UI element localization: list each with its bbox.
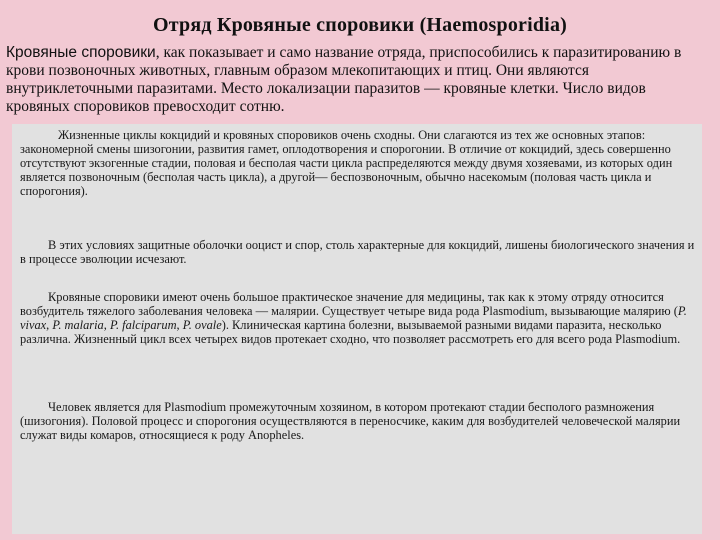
intro-lead-term: Кровяные споровики: [6, 44, 156, 61]
paragraph-protective-shells: [20, 238, 702, 266]
paragraph-text: ). Клиническая картина болезни, вызываемой разными видами паразита, несколько различна. Жизненный цикл всех четырех видов протекает сходно, что позволяет рассмотреть его для всего рода Plasmodium.: [20, 318, 681, 346]
paragraph-life-cycles: [20, 128, 702, 198]
paragraph-text: Человек является для Plasmodium промежуточным хозяином, в котором протекают стадии бесполого размножения (шизогония). Половой процесс и спорогония осуществляются в переносчике, каким для возбудителей человеческой малярии служат виды комаров, относящиеся к роду Anopheles.: [20, 400, 681, 442]
paragraph-text: Кровяные споровики имеют очень большое практическое значение для медицины, так как к этому отряду относится возбудитель тяжелого заболевания человека — малярии. Существует четыре вида рода Plasmodium, вызывающие малярию (: [20, 290, 678, 318]
species-name: P. vivax: [20, 304, 687, 332]
paragraph-text: Жизненные циклы кокцидий и кровяных споровиков очень сходны. Они слагаются из тех же основных этапов: закономерной смены шизогонии, развития гамет, оплодотворения и спорогонии. В отличие от кокцидий, здесь совершенно отсутствуют экзогенные стадии, половая и бесполая части цикла распределяются между двумя хозяевами, из которых один является позвоночным (бесполая часть цикла), а другой— беспозвоночным, обычно насекомым (половая часть цикла и спорогония).: [20, 128, 673, 198]
species-name: P. ovale: [182, 318, 222, 332]
intro-text: , как показывает и само название отряда, приспособились к паразитированию в крови позвоночных животных, главным образом млекопитающих и птиц. Они являются внутриклеточными паразитами. Место локализации паразитов — кровяные клетки. Число видов кровяных споровиков превосходит сотню.: [6, 44, 682, 115]
paragraph-text: В этих условиях защитные оболочки ооцист и спор, столь характерные для кокцидий, лишены биологического значения и в процессе эволюции исчезают.: [20, 238, 695, 266]
species-name: P. malaria: [52, 318, 104, 332]
slide-title: Отряд Кровяные споровики (Haemosporidia): [152, 14, 567, 36]
paragraph-malaria: Кровяные споровики имеют очень большое практическое значение для медицины, так как к этому отряду относится возбудитель тяжелого заболевания человека — малярии. Существует четыре вида рода Plasmodium, вызывающие малярию (P. vivax, P. malaria, P. falciparum, P. ovale). Клиническая картина болезни, вызываемой разными видами паразита, несколько различна. Жизненный цикл всех четырех видов протекает сходно, что позволяет рассмотреть его для всего рода Plasmodium.: [20, 290, 687, 346]
species-name: P. falciparum: [109, 318, 177, 332]
intro-paragraph: [6, 44, 710, 116]
paragraph-host: [20, 400, 702, 442]
